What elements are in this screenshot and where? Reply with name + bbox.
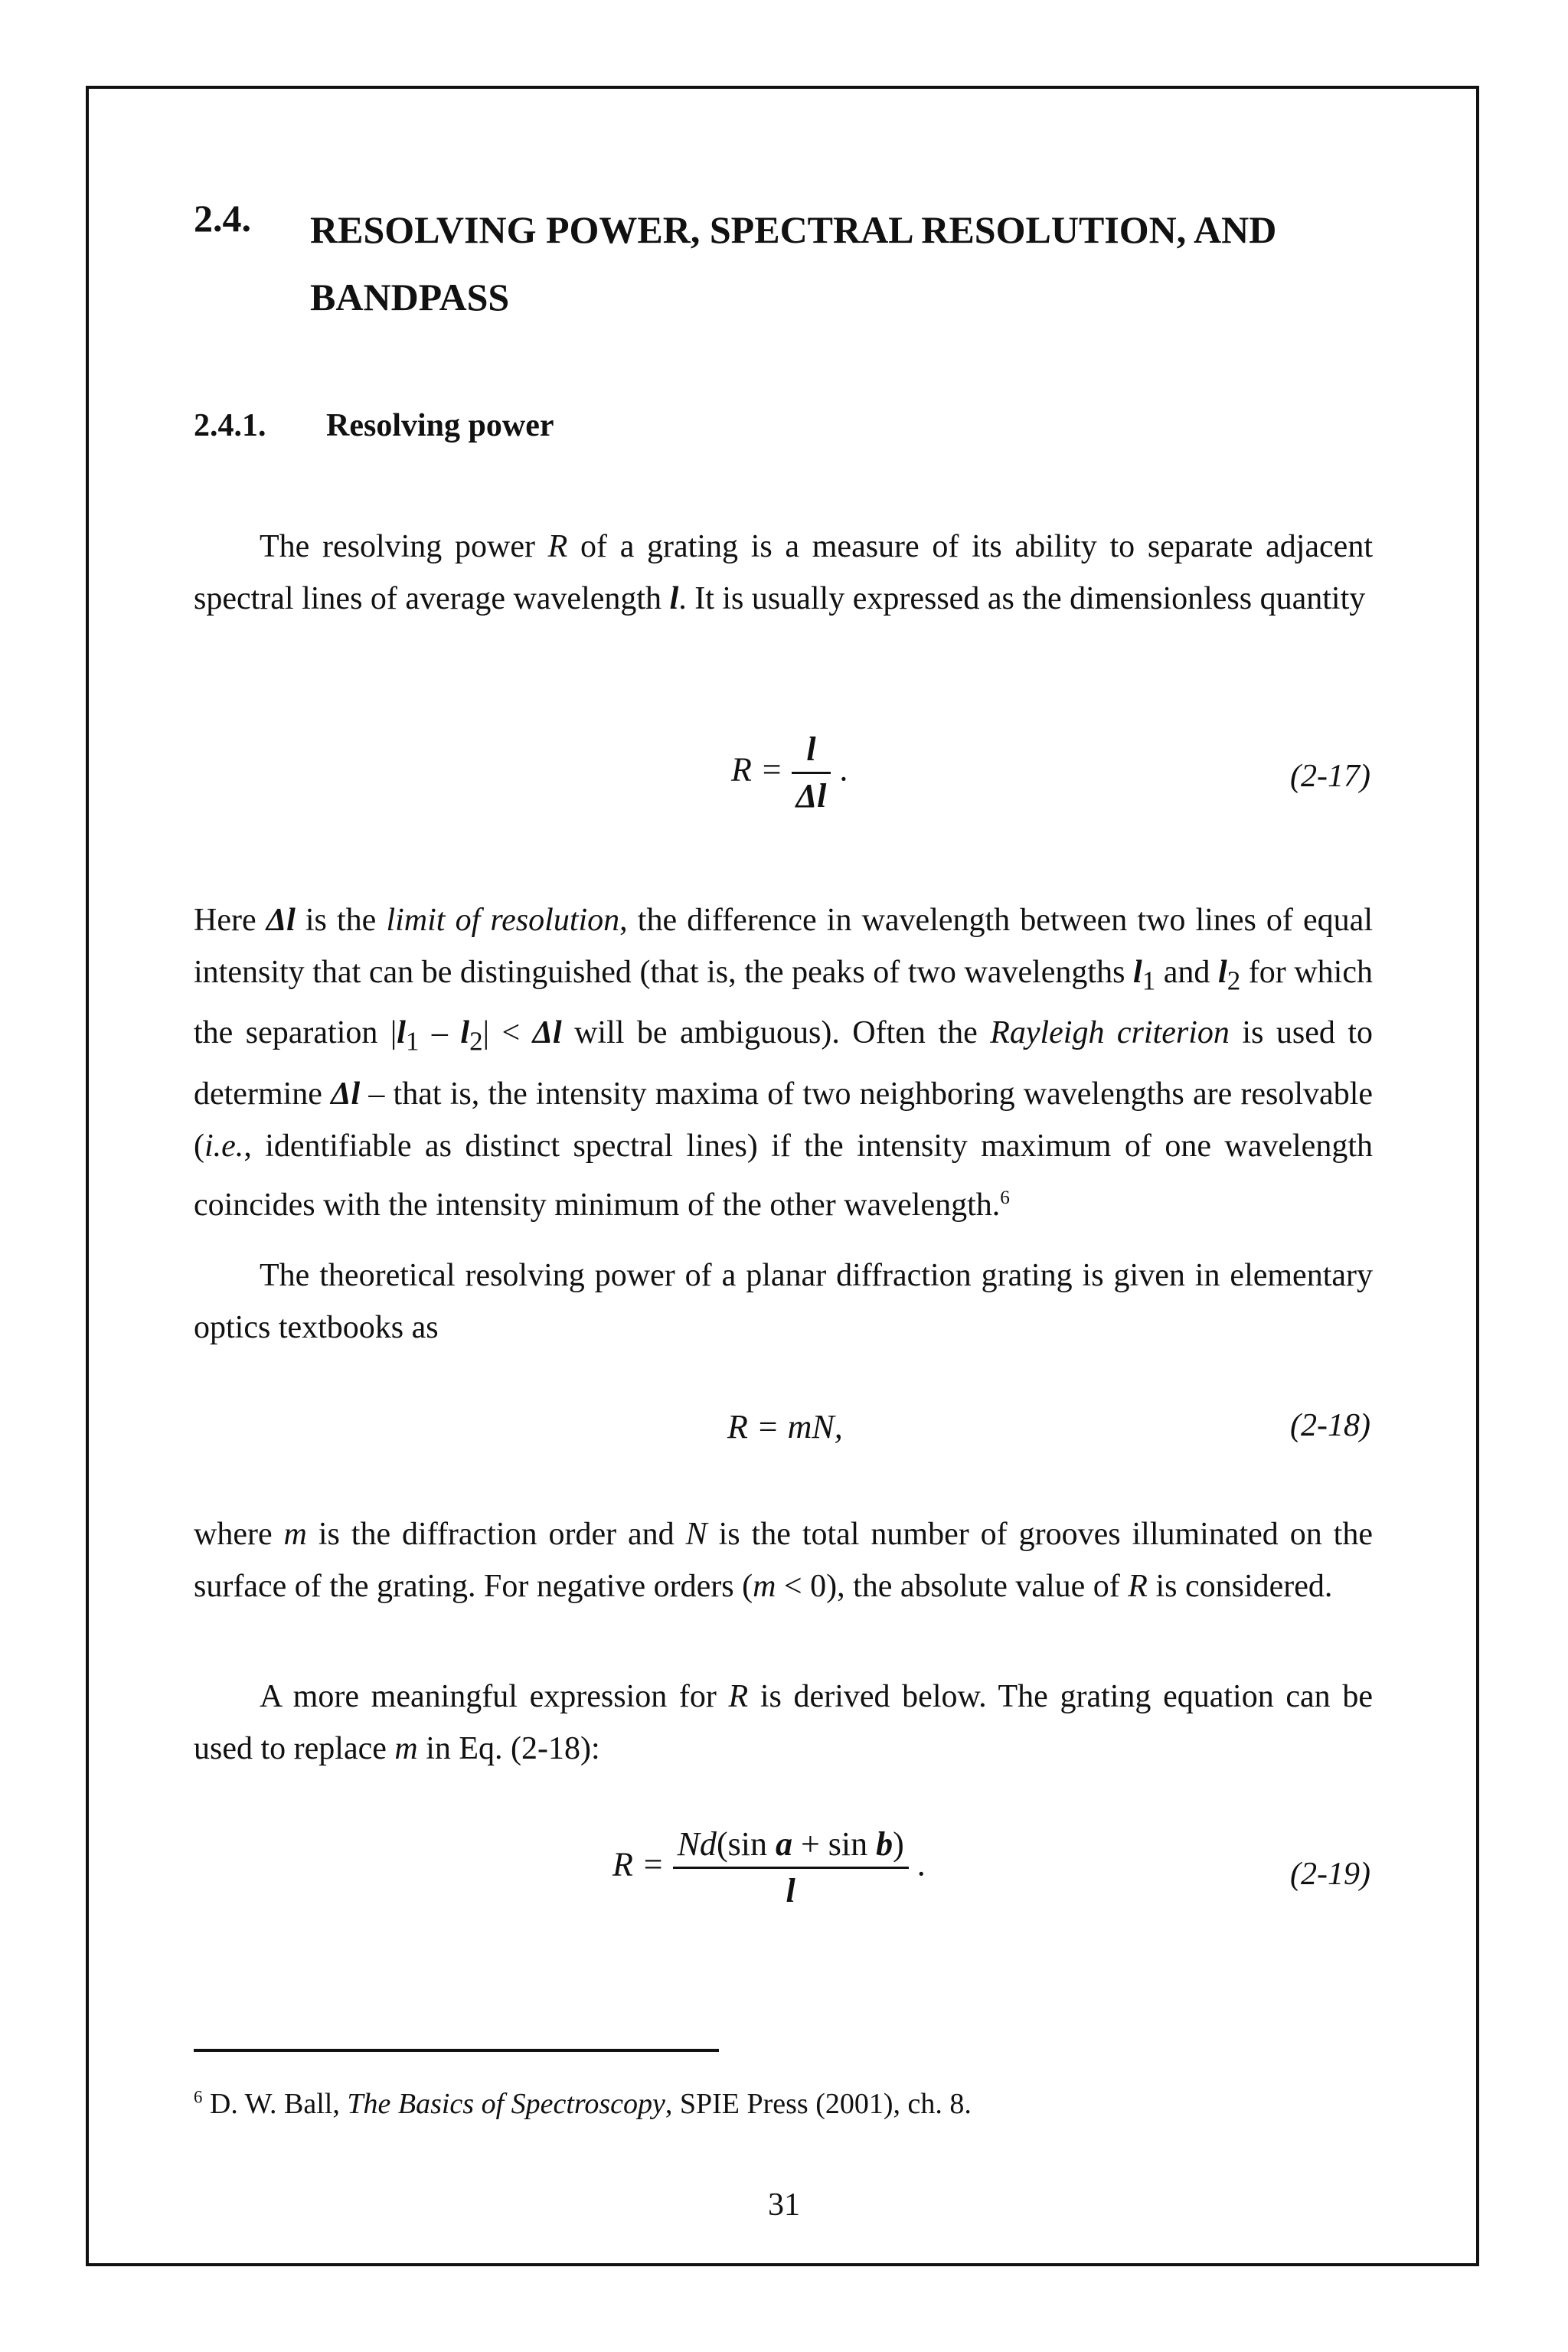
subsection-title: Resolving power: [326, 408, 554, 443]
section-number: 2.4.: [194, 197, 251, 240]
footnote-divider: [194, 2049, 719, 2052]
subsection-number: 2.4.1.: [194, 408, 266, 443]
paragraph-3: The theoretical resolving power of a planar diffraction grating is given in elementary optics textbooks as: [194, 1258, 1373, 1345]
section-title-line1: RESOLVING POWER, SPECTRAL RESOLUTION, AND: [310, 208, 1277, 251]
equation-2-19: R = $\frac{\text{Nd(sin a + sin b)}}{l}$ .: [612, 1822, 926, 1913]
equation-2-18: R = mN,: [727, 1408, 843, 1446]
paragraph-4: where m is the diffraction order and N is the total number of grooves illuminated on the surface of the grating. For negative orders (m < 0), the absolute value of R is considered.: [194, 1517, 1373, 1604]
equation-2-17: R = $\frac{l}{\Delta l}$ .: [731, 727, 848, 818]
equation-label-2-17: (2-17): [1290, 759, 1370, 794]
section-title-line2: BANDPASS: [310, 276, 510, 318]
footnote-ref-6[interactable]: 6: [1000, 1187, 1010, 1208]
paragraph-2: Here Δl is the limit of resolution, the difference in wavelength between two lines of equal intensity that can be distinguished (that is, the peaks of two wavelengths $l_1$ and $l_2$ for which the separation $|l_1 - l_2| < \Delta l$ will be ambiguous). Often the Rayleigh criterion is used to determine Δl – that is, the intensity maxima of two neighboring wavelengths are resolvable (i.e., identifiable as distinct spectral lines) if the intensity maximum of one wavelength coincides with the intensity minimum of the other wavelength.$^6$: [194, 903, 1374, 1223]
paragraph-5: A more meaningful expression for R is derived below. The grating equation can be used to replace m in Eq. (2-18):: [194, 1679, 1373, 1766]
section-title: [310, 196, 1276, 331]
page-number: 31: [768, 2187, 800, 2223]
footnote-6: $^6$ D. W. Ball, The Basics of Spectroscopy, SPIE Press (2001), ch. 8.: [194, 2087, 972, 2120]
equation-label-2-19: (2-19): [1290, 1857, 1370, 1892]
equation-label-2-18: (2-18): [1290, 1408, 1370, 1443]
paragraph-1: The resolving power R of a grating is a measure of its ability to separate adjacent spectral lines of average wavelength l. It is usually expressed as the dimensionless quantity: [194, 529, 1373, 616]
